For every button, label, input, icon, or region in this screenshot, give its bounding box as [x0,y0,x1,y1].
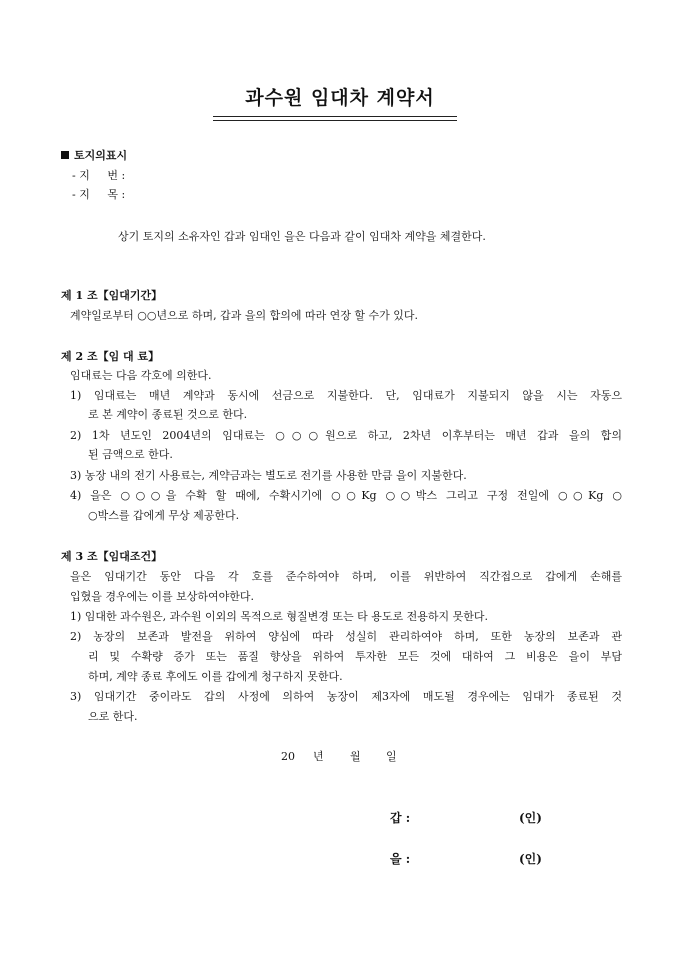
article2-heading: 제 2 조【임 대 료】 [61,350,160,363]
article3-heading: 제 3 조【임대조건】 [61,550,163,563]
article3-item3-line1: 3) 임대기간 중이라도 갑의 사정에 의하여 농장이 제3자에 매도될 경우에는 임대가 종료된 것 [70,690,622,703]
land-section-heading [61,150,127,161]
party-b-seal: (인) [519,852,542,866]
article1-body: 계약일로부터 ○○년으로 하며, 갑과 을의 합의에 따라 연장 할 수가 있다. [70,309,419,322]
article2-item1-line1: 1) 임대료는 매년 계약과 동시에 선금으로 지불한다. 단, 임대료가 지불되지 않을 시는 자동으 [70,389,622,402]
contract-intro: 상기 토지의 소유자인 갑과 임대인 을은 다음과 같이 임대차 계약을 체결한다. [118,230,486,243]
party-a-seal: (인) [519,811,542,825]
date-day-label: 일 [386,750,397,763]
article3-item2-line2: 리 및 수확량 증가 또는 품질 향상을 위하여 투자한 모든 것에 대하여 그 비용은 을이 부담 [88,650,622,663]
land-category: - 지 목 : [72,188,126,201]
square-bullet-icon [61,151,69,159]
land-lot-number: - 지 번 : [72,169,126,182]
article3-item2-line1: 2) 농장의 보존과 발전을 위하여 양심에 따라 성실히 관리하여야 하며, 또한 농장의 보존과 관 [70,630,622,643]
article1-heading: 제 1 조【임대기간】 [61,289,163,302]
article2-item4-line1: 4) 을은 ○○○을 수확 할 때에, 수확시기에 ○○Kg ○○박스 그리고 구정 전일에 ○○Kg ○ [70,489,622,502]
date-year-label: 년 [313,750,324,763]
land-heading-text: 토지의표시 [74,149,128,162]
article3-intro-line2: 입혔을 경우에는 이를 보상하여야한다. [70,590,255,603]
date-year: 20 [281,750,295,763]
article2-item2-line1: 2) 1차 년도인 2004년의 임대료는 ○○○원으로 하고, 2차년 이후부터는 매년 갑과 을의 합의 [70,429,622,442]
title-underline-top [213,116,457,117]
article3-intro-line1: 을은 임대기간 동안 다음 각 호를 준수하여야 하며, 이를 위반하여 직간접으로 갑에게 손해를 [70,570,622,583]
title-underline-bottom [213,120,457,121]
article2-item1-line2: 로 본 계약이 종료된 것으로 한다. [88,408,248,421]
article2-item3: 3) 농장 내의 전기 사용료는, 계약금과는 별도로 전기를 사용한 만큼 을이 지불한다. [70,469,467,482]
document-title: 과수원 임대차 계약서 [245,87,435,109]
article3-item2-line3: 하며, 계약 종료 후에도 이를 갑에게 청구하지 못한다. [88,670,343,683]
date-month-label: 월 [350,750,361,763]
article3-item1: 1) 임대한 과수원은, 과수원 이외의 목적으로 형질변경 또는 타 용도로 전용하지 못한다. [70,610,489,623]
article3-item3-line2: 으로 한다. [88,710,138,723]
article2-item4-line2: ○박스를 갑에게 무상 제공한다. [88,509,240,522]
party-b-label: 을 : [390,852,411,866]
party-a-label: 갑 : [390,811,411,825]
article2-intro: 임대료는 다음 각호에 의한다. [70,369,212,382]
article2-item2-line2: 된 금액으로 한다. [88,448,173,461]
